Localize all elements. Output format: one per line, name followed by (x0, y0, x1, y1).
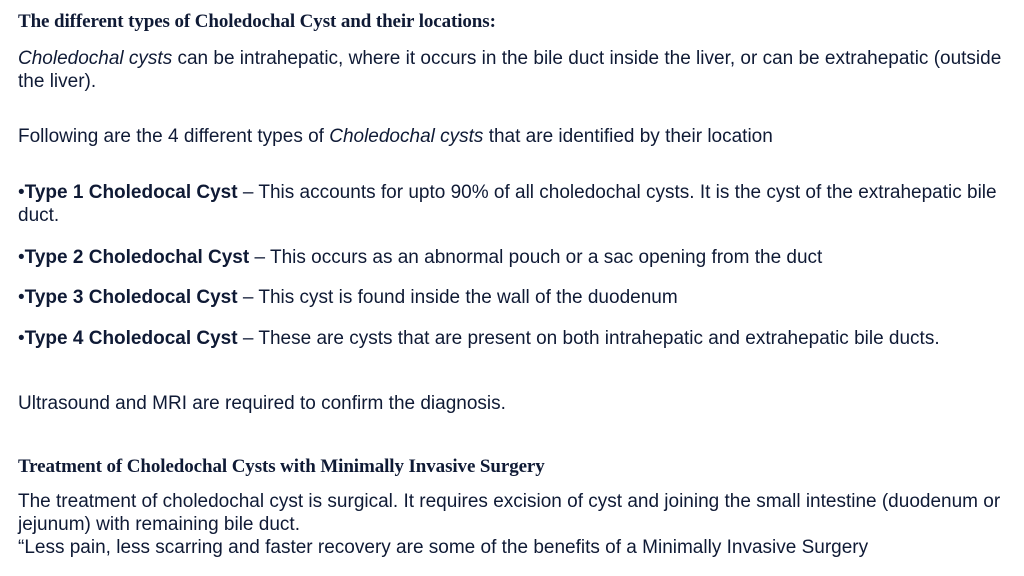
intro-paragraph (18, 47, 1008, 93)
type-description: – This cyst is found inside the wall of the duodenum (237, 287, 678, 308)
section-heading-treatment: Treatment of Choledochal Cysts with Minimally Invasive Surgery (18, 456, 545, 477)
following-paragraph (18, 125, 773, 148)
intro-text: can be intrahepatic, where it occurs in the bile duct inside the liver, or can be extrahepatic (outside the liver). (18, 48, 1002, 92)
type-name: Type 2 Choledochal Cyst (24, 247, 250, 268)
bullet-icon: • (18, 287, 25, 308)
type-description: – These are cysts that are present on both intrahepatic and extrahepatic bile ducts. (237, 328, 940, 349)
type-name: Type 4 Choledocal Cyst (24, 328, 238, 349)
intro-italic-term: Choledochal cysts (18, 48, 173, 69)
type-name: Type 3 Choledocal Cyst (24, 287, 238, 308)
type-name: Type 1 Choledocal Cyst (24, 182, 238, 203)
type-list-item (18, 181, 1008, 227)
type-list-item (18, 246, 822, 269)
bullet-icon: • (18, 182, 25, 203)
bullet-icon: • (18, 247, 25, 268)
treatment-line-2: “Less pain, less scarring and faster recovery are some of the benefits of a Minimally Invasive Surgery (18, 537, 869, 558)
type-description: – This accounts for upto 90% of all choledochal cysts. It is the cyst of the extrahepatic bile duct. (18, 182, 997, 226)
type-description: – This occurs as an abnormal pouch or a sac opening from the duct (249, 247, 823, 268)
type-list-item (18, 286, 678, 309)
type-list-item (18, 327, 940, 350)
following-italic-term: Choledochal cysts (329, 126, 484, 147)
diagnosis-paragraph: Ultrasound and MRI are required to confirm the diagnosis. (18, 393, 506, 414)
following-before: Following are the 4 different types of (18, 126, 330, 147)
bullet-icon: • (18, 328, 25, 349)
treatment-line-1: The treatment of choledochal cyst is surgical. It requires excision of cyst and joining the small intestine (duodenum or jejunum) with remaining bile duct. (18, 491, 1001, 535)
treatment-paragraph (18, 490, 1008, 559)
section-heading-types: The different types of Choledochal Cyst and their locations: (18, 11, 496, 32)
following-after: that are identified by their location (483, 126, 773, 147)
